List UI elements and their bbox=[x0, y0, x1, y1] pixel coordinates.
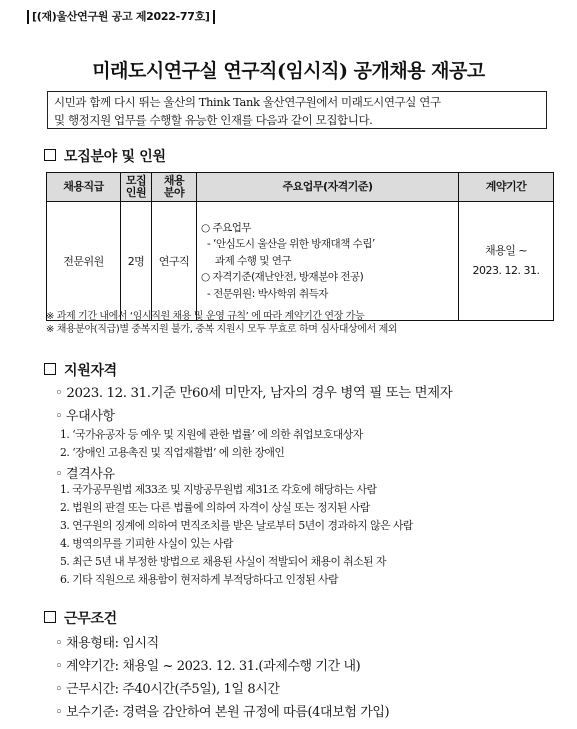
checkbox-square-icon bbox=[44, 149, 56, 161]
condition-item: ◦ 보수기준: 경력을 감안하여 본원 규정에 따름(4대보험 가입) bbox=[55, 705, 390, 720]
header-field: 채용 분야 bbox=[152, 173, 197, 202]
cell-field: 연구직 bbox=[152, 202, 197, 321]
condition-item: ◦ 채용형태: 임시직 bbox=[55, 636, 159, 651]
disqualification-item: 2. 법원의 판결 또는 다른 법률에 의하여 자격이 상실 또는 정지된 사람 bbox=[60, 501, 370, 514]
duty-line: - 전문위원: 박사학위 취득자 bbox=[207, 287, 328, 300]
intro-line-2: 및 행정지원 업무를 수행할 유능한 인재를 다음과 같이 모집합니다. bbox=[54, 113, 373, 127]
disqualification-item: 5. 최근 5년 내 부정한 방법으로 채용된 사실이 적발되어 채용이 취소된 자 bbox=[60, 555, 386, 568]
header-count: 모집 인원 bbox=[121, 173, 152, 202]
age-requirement: ◦ 2023. 12. 31.기준 만60세 미만자, 남자의 경우 병역 필 또는 면제자 bbox=[55, 386, 453, 401]
table-note: ※ 과제 기간 내에서 ‘임시직원 채용 및 운영 규칙’ 에 따라 계약기간 연장 가능 bbox=[46, 311, 365, 322]
header-duties: 주요업무(자격기준) bbox=[197, 173, 459, 202]
duty-line: - ‘안심도시 울산을 위한 방재대책 수립’ bbox=[207, 238, 375, 251]
preference-item: 2. ‘장애인 고용촉진 및 직업재활법’ 에 의한 장애인 bbox=[60, 446, 285, 459]
section-title: 지원자격 bbox=[64, 363, 117, 379]
page-title: 미래도시연구실 연구직(임시직) 공개채용 재공고 bbox=[92, 60, 485, 82]
cell-position: 전문위원 bbox=[47, 202, 121, 321]
table-header-row bbox=[47, 173, 554, 202]
duty-line: 과제 수행 및 연구 bbox=[215, 254, 292, 267]
condition-item: ◦ 계약기간: 채용일 ~ 2023. 12. 31.(과제수행 기간 내) bbox=[55, 659, 361, 674]
cell-period: 채용일 ~ 2023. 12. 31. bbox=[459, 202, 554, 321]
cell-count: 2명 bbox=[121, 202, 152, 321]
disqualification-item: 3. 연구원의 징계에 의하여 면직조치를 받은 날로부터 5년이 경과하지 않은 사람 bbox=[60, 519, 413, 532]
section-eligibility-heading bbox=[44, 360, 117, 380]
duty-line: ○ 주요업무 bbox=[201, 221, 252, 234]
header-period: 계약기간 bbox=[459, 173, 554, 202]
disqualification-item: 6. 기타 직원으로 채용함이 현저하게 부적당하다고 인정된 사람 bbox=[60, 573, 339, 586]
header-position: 채용직급 bbox=[47, 173, 121, 202]
condition-item: ◦ 근무시간: 주40시간(주5일), 1일 8시간 bbox=[55, 682, 280, 697]
section-conditions-heading bbox=[44, 608, 117, 628]
section-title: 모집분야 및 인원 bbox=[64, 149, 166, 165]
preference-title: ◦ 우대사항 bbox=[55, 409, 115, 424]
section-recruitment-heading bbox=[44, 146, 166, 166]
section-title: 근무조건 bbox=[64, 611, 117, 627]
table-note: ※ 채용분야(직급)별 중복지원 불가, 중복 지원시 모두 무효로 하며 심사대상에서 제외 bbox=[46, 324, 398, 335]
duty-line: ○ 자격기준(재난안전, 방재분야 전공) bbox=[201, 271, 364, 284]
checkbox-square-icon bbox=[44, 363, 56, 375]
checkbox-square-icon bbox=[44, 611, 56, 623]
recruitment-table bbox=[46, 172, 554, 321]
intro-line-1: 시민과 함께 다시 뛰는 울산의 Think Tank 울산연구원에서 미래도시연구실 연구 bbox=[54, 95, 441, 109]
disqualification-title: ◦ 결격사유 bbox=[55, 467, 115, 482]
disqualification-item: 4. 병역의무를 기피한 사실이 있는 사람 bbox=[60, 537, 233, 550]
table-row bbox=[47, 202, 554, 321]
cell-duties bbox=[197, 202, 459, 321]
notice-number: [(재)울산연구원 공고 제2022-77호] bbox=[27, 10, 215, 24]
preference-item: 1. ‘국가유공자 등 예우 및 지원에 관한 법률’ 에 의한 취업보호대상자 bbox=[60, 428, 363, 441]
disqualification-item: 1. 국가공무원법 제33조 및 지방공무원법 제31조 각호에 해당하는 사람 bbox=[60, 483, 377, 496]
intro-box bbox=[47, 91, 547, 129]
